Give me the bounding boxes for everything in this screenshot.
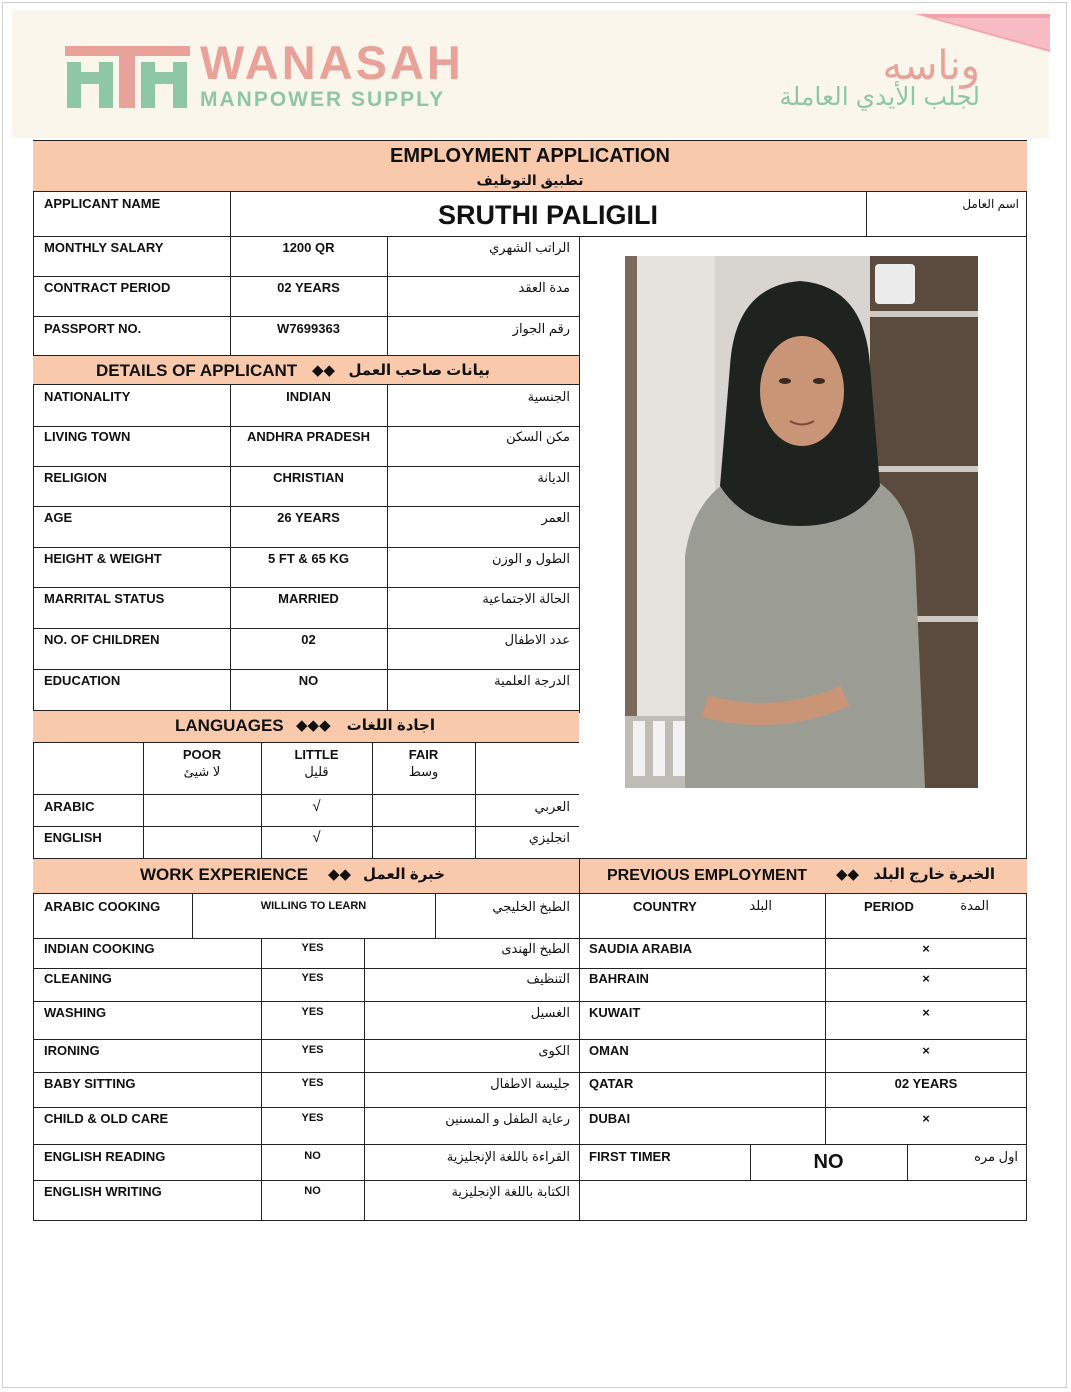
logo-icon — [65, 44, 195, 110]
arabic-label-ar: العربي — [534, 799, 570, 814]
washing-label-ar: الغسيل — [530, 1005, 570, 1020]
ironing-label: IRONING — [44, 1043, 100, 1058]
brand-name-en: WANASAH — [200, 36, 464, 89]
marital-status-label-ar: الحالة الاجتماعية — [482, 591, 570, 606]
religion-value: CHRISTIAN — [273, 470, 344, 485]
salary-value: 1200 QR — [282, 240, 335, 255]
country-oman: OMAN — [589, 1043, 629, 1058]
brand-name-ar: وناسه — [882, 44, 980, 88]
arabic-label: ARABIC — [44, 799, 95, 814]
divider — [475, 743, 476, 858]
divider — [387, 236, 388, 355]
cleaning-value: YES — [301, 972, 324, 984]
english-writing-label: ENGLISH WRITING — [44, 1184, 162, 1199]
height-weight-value: 5 FT & 65 KG — [268, 551, 349, 566]
children-value: 02 — [301, 632, 316, 647]
previous-title: PREVIOUS EMPLOYMENT — [607, 867, 808, 884]
level-poor: POOR — [182, 747, 222, 762]
religion-label: RELIGION — [44, 470, 107, 485]
nationality-value: INDIAN — [286, 389, 331, 404]
salary-label: MONTHLY SALARY — [44, 240, 164, 255]
age-value: 26 YEARS — [277, 510, 340, 525]
applicant-name-label-ar: اسم العامل — [962, 197, 1019, 211]
indian-cooking-label-ar: الطبخ الهندى — [501, 941, 570, 956]
divider — [33, 1107, 1027, 1108]
age-label-ar: العمر — [541, 510, 570, 525]
english-label: ENGLISH — [44, 830, 102, 845]
form-title-ar: تطبيق التوظيف — [476, 172, 584, 188]
english-reading-value: NO — [304, 1150, 321, 1162]
applicant-name-label: APPLICANT NAME — [44, 196, 161, 211]
english-mark: √ — [312, 829, 321, 846]
english-label-ar: انجليزي — [528, 830, 570, 845]
child-old-care-value: YES — [301, 1112, 324, 1124]
applicant-photo — [625, 256, 978, 788]
country-qatar: QATAR — [589, 1076, 634, 1091]
country-header: COUNTRY — [633, 899, 697, 914]
education-label-ar: الدرجة العلمية — [494, 673, 570, 688]
baby-sitting-label-ar: جليسة الاطفال — [490, 1076, 570, 1091]
country-kuwait: KUWAIT — [589, 1005, 641, 1020]
languages-diamonds: ◆◆◆ — [296, 717, 331, 734]
brand-tagline-en: MANPOWER SUPPLY — [200, 88, 446, 111]
divider — [33, 669, 579, 670]
living-town-value: ANDHRA PRADESH — [246, 429, 371, 444]
level-little-ar: قليل — [304, 764, 329, 779]
divider — [33, 1001, 1027, 1002]
arabic-cooking-label: ARABIC COOKING — [44, 899, 161, 914]
religion-label-ar: الديانة — [537, 470, 570, 485]
english-writing-value: NO — [304, 1185, 321, 1197]
country-header-ar: البلد — [749, 898, 772, 913]
languages-title-ar: اجادة اللغات — [346, 717, 435, 734]
country-dubai: DUBAI — [589, 1111, 631, 1126]
level-poor-ar: لا شيئ — [183, 764, 221, 779]
divider — [33, 826, 579, 827]
passport-value: W7699363 — [277, 321, 340, 336]
divider — [33, 466, 579, 467]
divider — [33, 236, 1027, 237]
child-old-care-label: CHILD & OLD CARE — [44, 1111, 169, 1126]
education-label: EDUCATION — [44, 673, 121, 688]
divider — [435, 894, 436, 938]
english-reading-label-ar: القراءة باللغة الإنجليزية — [446, 1149, 570, 1164]
level-fair: FAIR — [408, 747, 439, 762]
arabic-cooking-label-ar: الطبخ الخليجي — [492, 899, 570, 914]
divider — [33, 276, 579, 277]
nationality-label-ar: الجنسية — [527, 389, 570, 404]
children-label-ar: عدد الاطفال — [504, 632, 570, 647]
work-title: WORK EXPERIENCE — [140, 865, 309, 884]
divider — [33, 1144, 1027, 1145]
first-timer-label: FIRST TIMER — [589, 1149, 671, 1164]
divider — [364, 938, 365, 1221]
washing-value: YES — [301, 1006, 324, 1018]
passport-label: PASSPORT NO. — [44, 321, 142, 336]
divider — [866, 192, 867, 236]
divider — [907, 1144, 908, 1180]
washing-label: WASHING — [44, 1005, 107, 1020]
marital-status-label: MARRITAL STATUS — [44, 591, 165, 606]
contract-value: 02 YEARS — [277, 280, 340, 295]
applicant-name: SRUTHI PALIGILI — [438, 200, 658, 230]
child-old-care-label-ar: رعاية الطفل و المسنين — [445, 1111, 570, 1126]
salary-label-ar: الراتب الشهري — [489, 240, 570, 255]
work-title-ar: خبرة العمل — [363, 866, 445, 883]
previous-diamonds: ◆◆ — [836, 866, 860, 883]
period-header: PERIOD — [864, 899, 914, 914]
height-weight-label: HEIGHT & WEIGHT — [44, 551, 162, 566]
nationality-label: NATIONALITY — [44, 389, 131, 404]
country-saudi: SAUDIA ARABIA — [589, 941, 693, 956]
divider — [33, 1180, 1027, 1181]
age-label: AGE — [44, 510, 73, 525]
languages-title: LANGUAGES — [175, 716, 284, 735]
period-dubai: × — [922, 1111, 930, 1126]
level-little: LITTLE — [294, 747, 339, 762]
period-saudi: × — [922, 941, 930, 956]
divider — [33, 938, 1027, 939]
indian-cooking-value: YES — [301, 942, 324, 954]
height-weight-label-ar: الطول و الوزن — [491, 551, 570, 566]
country-bahrain: BAHRAIN — [589, 971, 649, 986]
work-diamonds: ◆◆ — [328, 866, 352, 883]
period-oman: × — [922, 1043, 930, 1058]
baby-sitting-label: BABY SITTING — [44, 1076, 136, 1091]
divider — [33, 794, 579, 795]
ironing-value: YES — [301, 1044, 324, 1056]
first-timer-value: NO — [813, 1151, 844, 1173]
cleaning-label: CLEANING — [44, 971, 112, 986]
period-bahrain: × — [922, 971, 930, 986]
first-timer-label-ar: اول مره — [974, 1149, 1018, 1164]
children-label: NO. OF CHILDREN — [44, 632, 160, 647]
passport-label-ar: رقم الجواز — [512, 321, 570, 336]
marital-status-value: MARRIED — [278, 591, 339, 606]
period-kuwait: × — [922, 1005, 930, 1020]
divider — [33, 506, 579, 507]
contract-label-ar: مدة العقد — [518, 280, 570, 295]
previous-title-ar: الخبرة خارج البلد — [873, 866, 995, 883]
period-qatar: 02 YEARS — [894, 1076, 958, 1091]
contract-label: CONTRACT PERIOD — [44, 280, 171, 295]
divider — [33, 426, 579, 427]
baby-sitting-value: YES — [301, 1077, 324, 1089]
living-town-label: LIVING TOWN — [44, 429, 131, 444]
details-title-ar: بيانات صاحب العمل — [348, 362, 490, 379]
details-diamonds: ◆◆ — [312, 362, 336, 379]
arabic-mark: √ — [312, 798, 321, 815]
divider — [33, 1072, 1027, 1073]
form-title: EMPLOYMENT APPLICATION — [390, 145, 670, 167]
details-title: DETAILS OF APPLICANT — [96, 361, 298, 380]
level-fair-ar: وسط — [408, 764, 439, 779]
english-reading-label: ENGLISH READING — [44, 1149, 166, 1164]
cleaning-label-ar: التنظيف — [526, 971, 570, 986]
divider — [579, 236, 580, 713]
education-value: NO — [298, 673, 319, 688]
arabic-cooking-value: WILLING TO LEARN — [260, 900, 367, 912]
divider — [33, 547, 579, 548]
period-header-ar: المدة — [960, 898, 989, 913]
ironing-label-ar: الكوى — [538, 1043, 570, 1058]
divider — [33, 316, 579, 317]
english-writing-label-ar: الكتابة باللغة الإنجليزية — [451, 1184, 570, 1199]
divider — [33, 587, 579, 588]
divider — [33, 968, 1027, 969]
living-town-label-ar: مكن السكن — [506, 429, 570, 444]
brand-tagline-ar: لجلب الأيدي العاملة — [779, 83, 980, 111]
indian-cooking-label: INDIAN COOKING — [44, 941, 155, 956]
divider — [33, 628, 579, 629]
divider — [33, 1039, 1027, 1040]
